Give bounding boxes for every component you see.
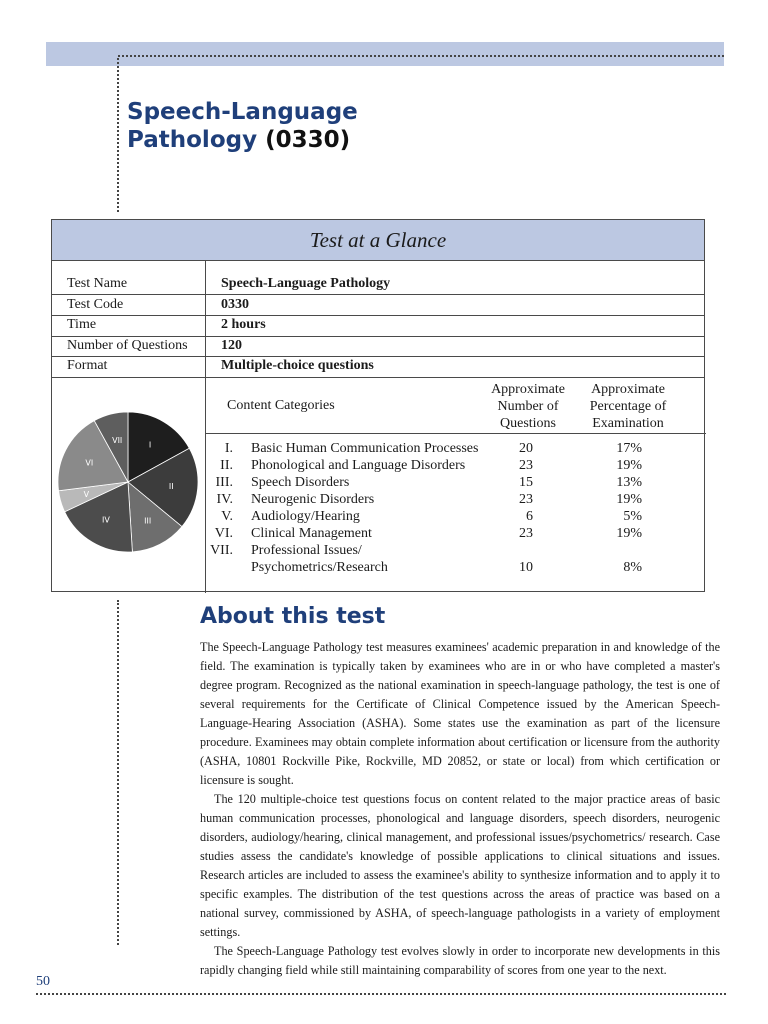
body-dotted-rule: [117, 600, 119, 945]
info-label: Format: [67, 358, 108, 374]
pie-slice-label-I: I: [148, 440, 152, 450]
category-name-line: Neurogenic Disorders: [251, 492, 375, 507]
pie-slice-label-II: II: [168, 482, 174, 492]
percentage-of-exam-header: [580, 381, 676, 432]
info-row: [52, 274, 704, 294]
category-numeral: VII.: [210, 543, 233, 558]
category-numeral: VI.: [214, 526, 233, 541]
header-bar: [46, 42, 724, 66]
info-label: Test Code: [67, 296, 124, 312]
header-line: Percentage of: [589, 399, 667, 414]
category-name: [251, 542, 496, 576]
header-line: Approximate: [591, 382, 665, 397]
category-name-line: Phonological and Language Disorders: [251, 458, 466, 473]
category-percentage: 8%: [623, 560, 642, 575]
category-percentage: 5%: [623, 509, 642, 524]
pie-slice-label-V: V: [83, 490, 90, 500]
header-dotted-rule: [118, 55, 724, 57]
category-question-count: 20: [519, 441, 533, 456]
info-row: [52, 295, 704, 315]
header-line: Approximate: [491, 382, 565, 397]
page-number: 50: [36, 974, 50, 989]
info-label: Test Name: [67, 276, 128, 291]
about-paragraph-2: The 120 multiple-choice test questions focus on content related to the major practice areas of basic human communication processes, phonological and language disorders, speech disorders, neurogenic disorders, audiology/hearing, clinical management, and professional issues/psychometrics/ research. Case studies assess the candidate's knowledge of possible applications to clinical situations and issues. Research articles are included to assess the examinee's ability to synthesize information and to apply it to specific examples. The distribution of the test questions across the areas of practice was based on a national survey, commissioned by ASHA, of speech-language pathologists in a variety of employment settings.: [200, 792, 720, 939]
category-question-count: 23: [519, 492, 533, 507]
content-categories-pie-chart: [56, 410, 201, 555]
category-name: [251, 525, 496, 542]
info-label: Number of Questions: [67, 337, 188, 353]
category-name-line: Clinical Management: [251, 526, 372, 541]
category-numeral: II.: [220, 458, 233, 473]
info-value: 120: [221, 337, 242, 353]
category-name: [251, 440, 496, 457]
pie-slice-label-VII: VII: [112, 435, 123, 445]
content-categories-header: Content Categories: [227, 398, 335, 413]
title-line-1: Speech-Language: [127, 99, 358, 125]
header-line: Examination: [592, 416, 664, 431]
about-paragraph-3: The Speech-Language Pathology test evolves slowly in order to incorporate new developments in this rapidly changing field while still maintaining comparability of scores from one year to the next.: [200, 944, 720, 977]
category-name: [251, 508, 496, 525]
category-question-count: 23: [519, 458, 533, 473]
row-rule: [52, 377, 704, 378]
category-numeral: III.: [215, 475, 233, 490]
info-value: Speech-Language Pathology: [221, 276, 391, 291]
category-question-count: 10: [519, 560, 533, 575]
category-question-count: 6: [526, 509, 533, 524]
category-question-count: 15: [519, 475, 533, 490]
info-value: 0330: [221, 296, 249, 312]
pie-slice-label-IV: IV: [101, 515, 110, 525]
category-name: [251, 491, 496, 508]
title-test-code: (0330): [265, 127, 351, 153]
content-header-rule: [205, 433, 706, 434]
category-percentage: 19%: [616, 526, 642, 541]
header-line: Questions: [500, 416, 556, 431]
category-numeral: IV.: [216, 492, 233, 507]
category-name: [251, 457, 496, 474]
title-dotted-rule: [117, 58, 119, 212]
about-paragraph-1: The Speech-Language Pathology test measures examinees' academic preparation in and knowledge of the field. The examination is typically taken by examinees who are in or who have completed a master's degree program. Recognized as the national examination in speech-language pathology, the test is one of several requirements for the Certificate of Clinical Competence issued by the American Speech-Language-Hearing Association (ASHA). Some states use the examination as part of the licensure procedure. Examinees may obtain complete information about certification or licensure from the authority (ASHA, 10801 Rockville Pike, Rockville, MD 20852, or state or local) from which certification or licensure is sought.: [200, 640, 720, 787]
info-value: Multiple-choice questions: [221, 358, 374, 374]
category-numeral: I.: [224, 441, 233, 456]
footer-dotted-rule: [36, 993, 726, 995]
category-name-line: Basic Human Communication Processes: [251, 441, 479, 456]
category-percentage: 17%: [616, 441, 642, 456]
category-percentage: 13%: [616, 475, 642, 490]
info-label: Time: [67, 317, 97, 333]
category-percentage: 19%: [616, 492, 642, 507]
category-name-line: Psychometrics/Research: [251, 560, 388, 575]
info-row: [52, 315, 704, 335]
glance-heading: Test at a Glance: [52, 220, 704, 261]
category-name-line: Audiology/Hearing: [251, 509, 360, 524]
pie-slice-label-VI: VI: [85, 458, 94, 468]
info-row: [52, 336, 704, 356]
page-title: [127, 98, 358, 154]
category-percentage: 19%: [616, 458, 642, 473]
category-name: [251, 474, 496, 491]
category-question-count: 23: [519, 526, 533, 541]
info-row: [52, 356, 704, 376]
info-value: 2 hours: [221, 317, 266, 333]
test-at-a-glance-table: [51, 219, 705, 592]
category-name-line: Speech Disorders: [251, 475, 350, 490]
number-of-questions-header: [482, 381, 574, 432]
pie-slice-label-III: III: [144, 516, 152, 526]
category-numeral: V.: [221, 509, 233, 524]
about-this-test-heading: About this test: [200, 604, 386, 629]
title-line-2-name: Pathology: [127, 127, 258, 153]
category-name-line: Professional Issues/: [251, 543, 362, 558]
header-line: Number of: [497, 399, 559, 414]
